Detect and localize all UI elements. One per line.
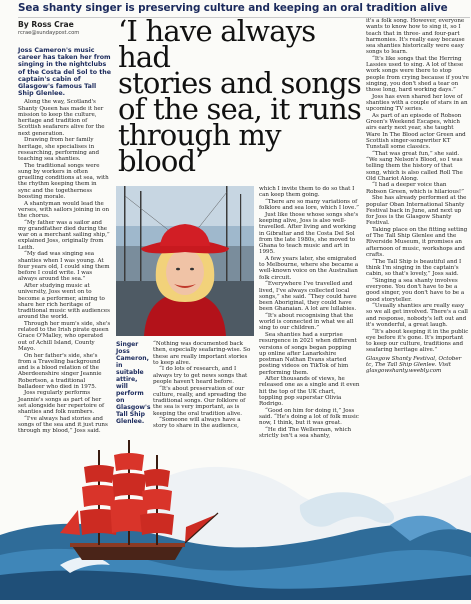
body-paragraph: “I had a deeper voice than Robson Green, which is hilarious!” [366,182,464,195]
body-paragraph: As part of an episode of Robson Green's Weekend Escapes, which airs early next year, she taught Ware In The Blood actor Green and Scottish singer-songwriter KT Tunstall some classics. [366,112,466,151]
article-column-4 [366,18,469,375]
body-paragraph: “Someone will always have a story to share in the audience, [153,417,241,430]
body-paragraph: Drawing from her family heritage, she specialises in researching, performing and teaching sea shanties. [18,137,100,163]
body-paragraph: “It's like songs that the Herring Lassies used to sing. A lot of these work songs were there to stop people from crying because if you're singing, you don't shed a tear on those long, hard working days.” [366,55,469,94]
body-paragraph: “He did The Wellerman, which strictly isn't a sea shanty, [259,427,352,440]
body-paragraph: Joss regularly performs Jeannie's songs as part of her set alongside her repertoire of shanties and folk numbers. [18,390,105,416]
body-paragraph: “The Tall Ship is beautiful and I think I'm singing in the captain's cabin, so that's lovely,” Joss said. [366,258,462,278]
body-paragraph: After studying music at university, Joss went on to become a performer, aiming to share her rich heritage of traditional music with audiences around the world. [18,283,110,321]
body-paragraph: “My dad was singing sea shanties when I was young. At four years old, I could sing them before I could write. I was always around the sea.” [18,251,110,283]
headline [118,14,368,178]
body-paragraph: it's a folk song. However, everyone wants to know how to sing it, so I teach that in three- and four-part harmonies. It's really easy because sea shanties historically were easy songs to learn. [366,18,465,56]
body-paragraph: “There are so many variations of folklore and sea lore, which I love.” [259,198,359,212]
article-column-3 [259,186,360,440]
body-paragraph: “It's about keeping it in the public eye before it's gone. It's important to keep our culture, traditions and seafaring heritage alive.” [366,328,469,354]
body-paragraph: “Nothing was documented back then, especially seafaring-wise. So these are really important stories to keep alive. [153,341,251,366]
body-paragraph: “Singing a sea shanty involves everyone. You don't have to be a good singer, you don't have to be a good storyteller. [366,277,465,303]
body-paragraph: “I've always had stories and songs of the sea and it just runs through my blood,” Joss said. [18,415,108,435]
body-paragraph: “I do lots of research, and I always try to get news songs that people haven't heard before. [153,366,248,385]
singer-photo-illustration [116,186,254,336]
ship-and-sea-artwork [0,415,471,600]
intro-paragraph: Joss Cameron's music career has taken her from singing in the nightclubs of the Costa del Sol to the captain's cabin of Glasgow's famous Tall Ship Glenlee. [18,47,111,98]
body-paragraph: The traditional songs were sung by workers in often gruelling conditions at sea, with the rhythm keeping them in sync and the togetherness boosting morale. [18,162,109,200]
body-paragraph: On her father's side, she's from a Traveling background and is a blood relation of the Aberdeenshire singer Jeannie Robertson, a traditional balladeer who died in 1975. [18,352,102,390]
body-paragraph: A shantyman would lead the verses, with sailors joining in on the chorus. [18,200,110,220]
body-paragraph: After thousands of views, he released one as a single and it even hit the top of the UK chart, toppling pop superstar Olivia Rodrigo. [259,376,360,408]
headline-line: through my blood’ [118,118,281,178]
event-info: Glasgow Shanty Festival, October tc, The Tall Ship Glenlee. Visit glasgowshanty.weebly.com [366,355,462,375]
body-paragraph: She has already performed at the popular Oban International Shanty Festival back in June, and next up for Joss is the Glasgow Shanty Festival. [366,195,467,227]
headline-line: of the sea, it runs [118,92,361,126]
headline-line: stories and songs [118,66,362,100]
body-paragraph: A few years later, she emigrated to Melbourne, where she became a well-known voice on the Australian folk circuit. [259,255,359,281]
article-kicker: Sea shanty singer is preserving culture and keeping an oral tradition alive [18,2,448,14]
body-paragraph: “That was great fun,” she said. “We sang Nelson's Blood, so I was telling them the history of that song, which is also called Roll The Old Chariot Along. [366,150,463,182]
body-paragraph: “My father was a sailor and my grandfather died during the war on a merchant sailing ship,” explained Joss, originally from Leith. [18,219,110,251]
author-email[interactable]: rcrae@sundaypost.com [18,30,80,36]
body-paragraph: Joss has even shared her love of shanties with a couple of stars in an upcoming TV series. [366,93,468,113]
body-paragraph: “It's about preservation of our culture, really, and spreading the traditional songs. Our folklore of the sea is very important, as is keeping the oral tradition alive. [153,385,247,417]
singer-photo [116,186,254,336]
body-paragraph: Through her mum's side, she's related to the Irish pirate queen Grace O'Malley, who operated out of Achill Island, County Mayo. [18,320,111,352]
byline: By Ross Crae [18,20,74,29]
body-paragraph: “Good on him for doing it,” Joss said. “He's doing a lot of folk music now, I think, but it was great. [259,407,359,427]
body-paragraph: “Everywhere I've travelled and lived, I've always collected local songs,” she said. “They could have been Aboriginal, they could have been Ghanaian. A lot are lullabies. [259,281,357,313]
body-paragraph: “Usually shanties are really easy so we all get involved. There's a call and response, nobody's left out and it's wonderful, a great laugh. [366,303,468,328]
body-paragraph: Sea shanties had a surprise resurgence in 2021 when different versions of songs began popping up online after Lanarkshire postman Nathan Evans started posting videos on TikTok of him performing them. [259,332,357,376]
body-paragraph: Taking place on the fitting setting of The Tall Ship Glenlee and the Riverside Museum, it promises an afternoon of music, workshops and crafts. [366,226,468,258]
body-paragraph: Along the way, Scotland's Shanty Queen has made it her mission to keep the culture, heritage and tradition of Scottish seafarers alive for the next generation. [18,99,105,137]
body-paragraph: which I invite them to do so that I can keep them going. [259,186,355,199]
article-column-1 [18,47,111,435]
body-paragraph: “It's about recognising that the world is connected in what we all sing to our children.” [259,312,354,332]
photo-caption: Singer Joss Cameron, in suitable attire, will perform on Glasgow's Tall Ship Glenlee. [116,341,151,425]
tall-ship-wave-illustration [0,415,471,600]
body-paragraph: Just like those whose songs she's keeping alive, Joss is also well-travelled. After living and working in Gibraltar and the Costa Del Sol from the late 1980s, she moved to Ghana to teach music and art in 1995. [259,211,359,256]
headline-line: ‘I have always had [118,14,316,74]
